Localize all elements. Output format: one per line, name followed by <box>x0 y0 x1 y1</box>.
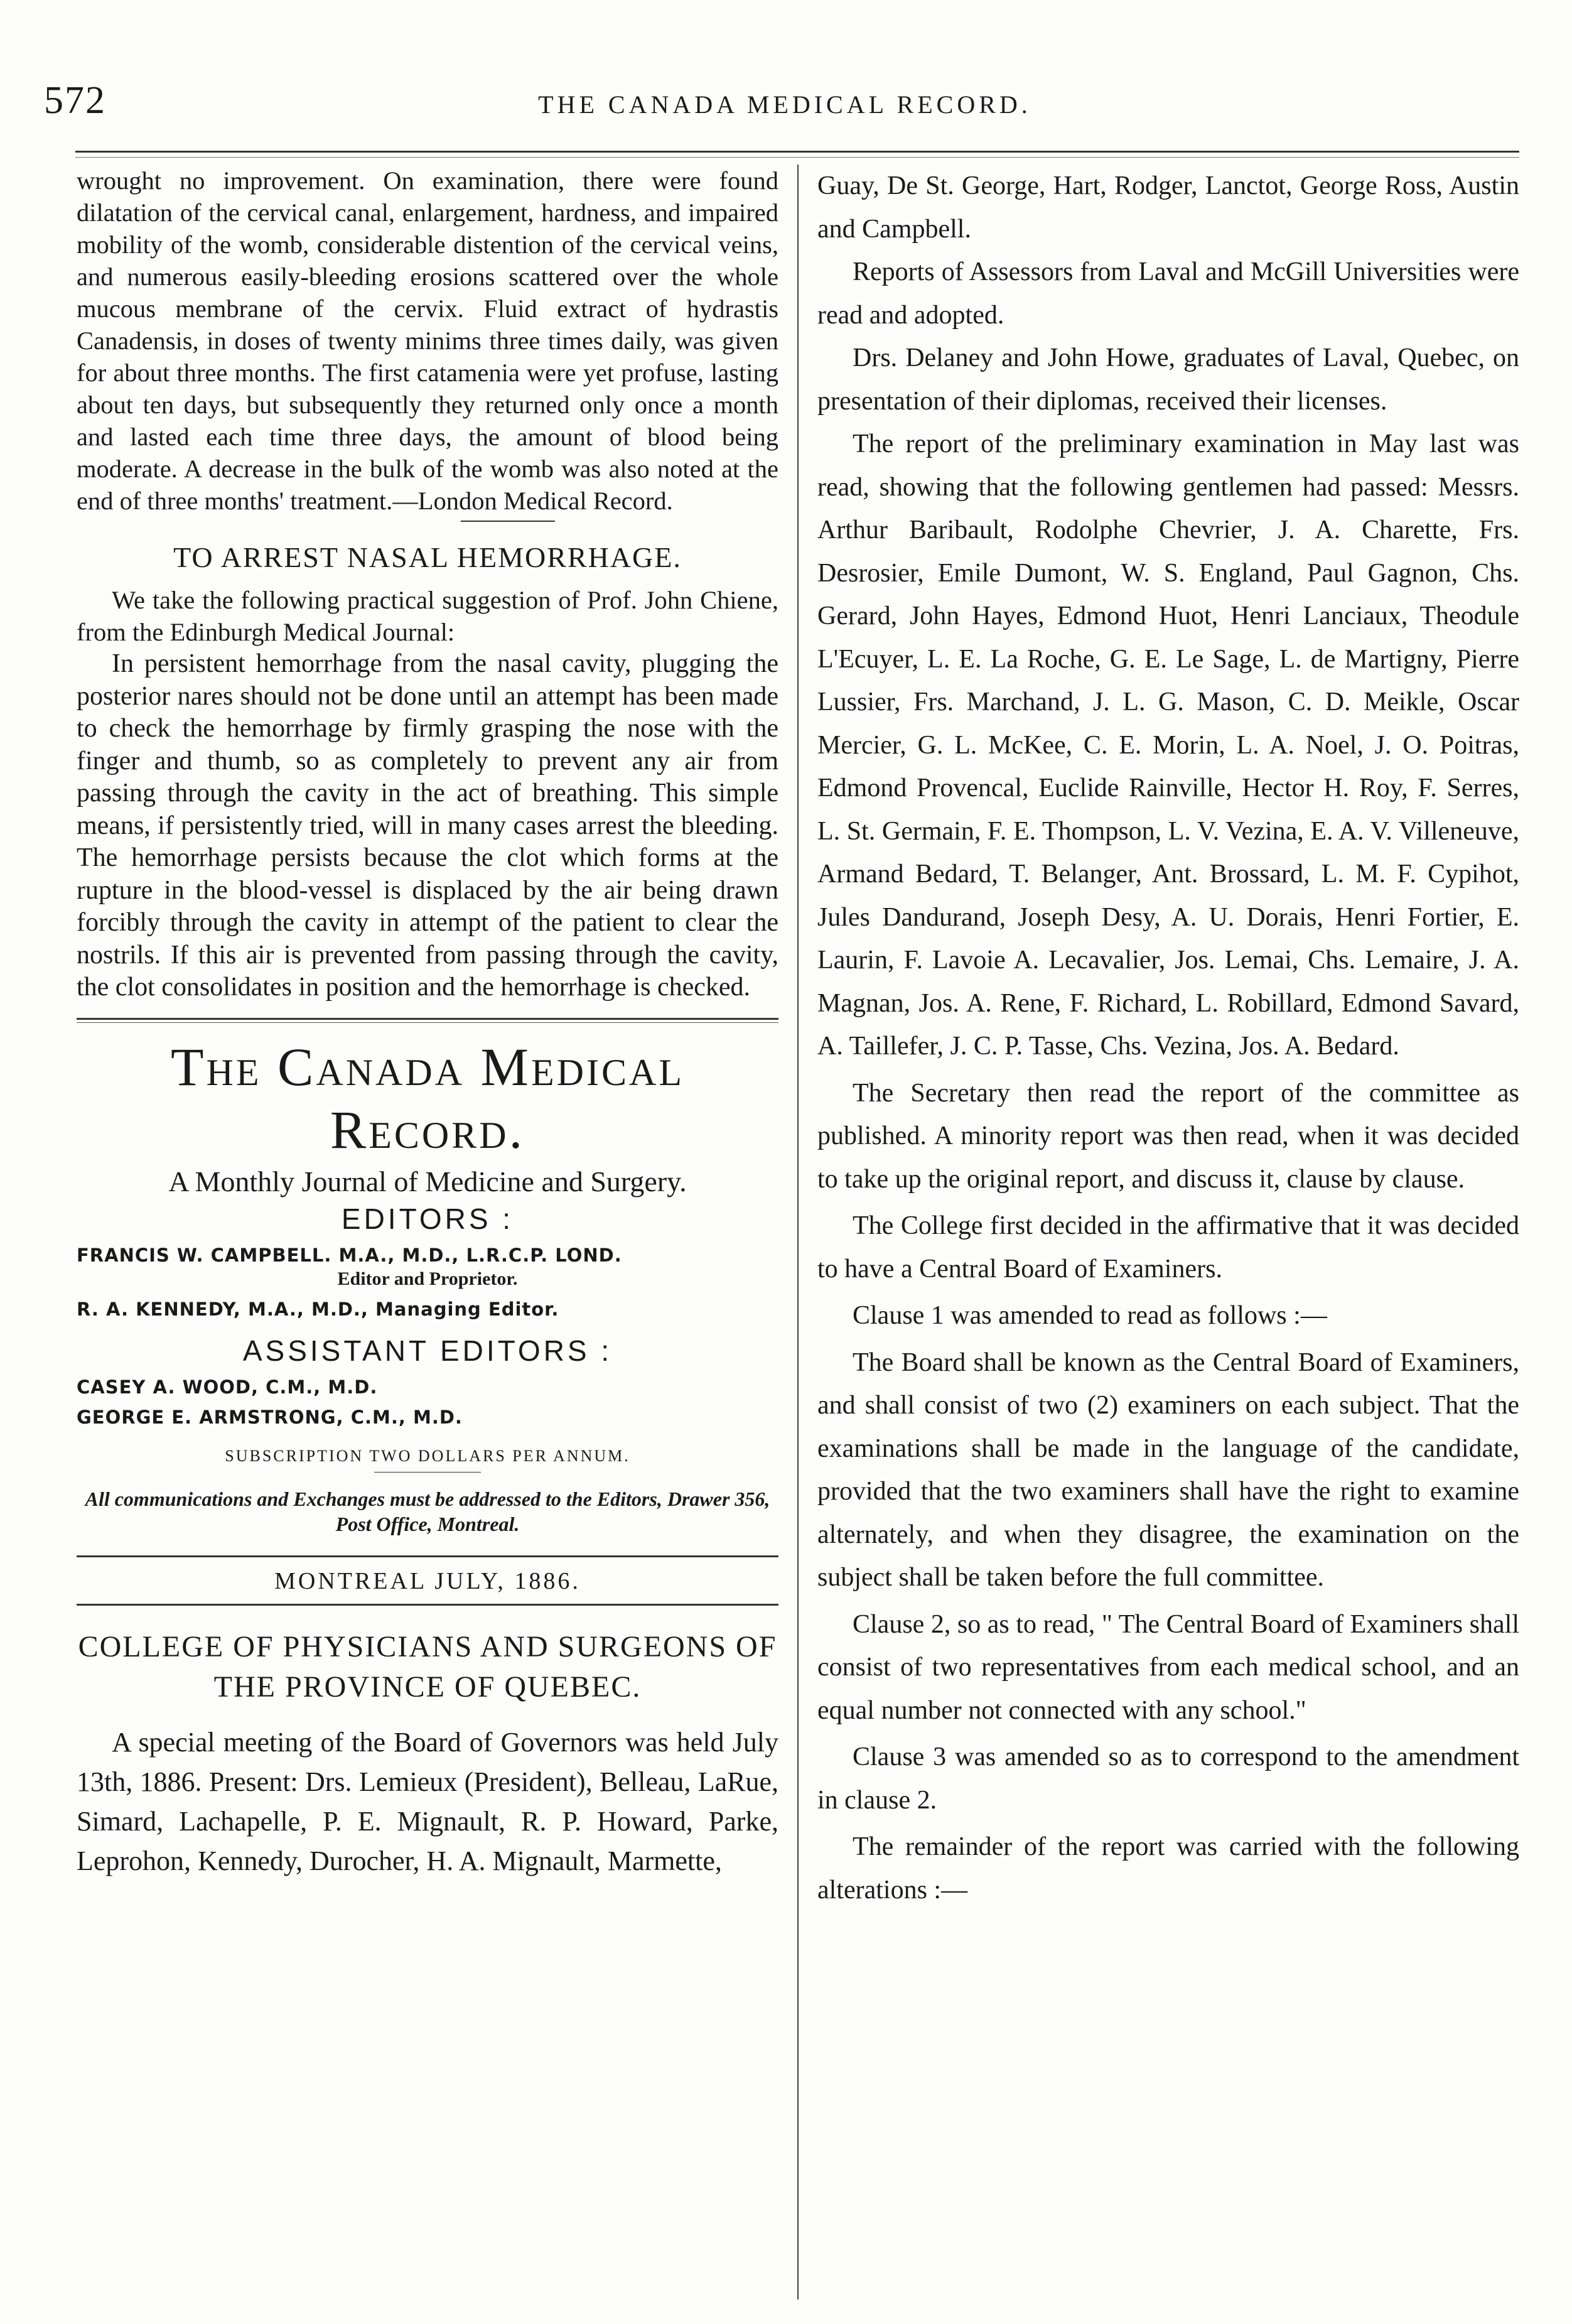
clause3-paragraph: Clause 3 was amended so as to correspond to the amendment in clause 2. <box>817 1743 1519 1815</box>
editors-label: EDITORS : <box>341 1202 514 1235</box>
hydrastis-paragraph: wrought no improvement. On examination, there were found dilatation of the cervical canal, enlargement, hardness, and impaired mobility of the womb, considerable distention of the cervical veins, and numerous easily-bleeding erosions scattered over the whole mucous membrane of the cervix. Fluid extract of hydrastis Canadensis, in doses of twenty minims three times daily, was given for about three months. The first catamenia were yet profuse, lasting about ten days, but subsequently they returned only once a month and lasted each time three days, the amount of blood being moderate. A decrease in the bulk of the womb was also noted at the end of three months' treatment.—London Medical Record. <box>77 166 778 515</box>
masthead-rule-top-thin <box>77 1022 778 1023</box>
college-decision-paragraph: The College first decided in the affirmative that it was decided to have a Central Board of Examiners. <box>817 1211 1519 1284</box>
left-column <box>77 165 778 2312</box>
dateline: MONTREAL JULY, 1886. <box>274 1567 581 1594</box>
subscription-line: SUBSCRIPTION TWO DOLLARS PER ANNUM. <box>225 1446 630 1465</box>
preliminary-exam-paragraph: The report of the preliminary examination in May last was read, showing that the following gentlemen had passed: Messrs. Arthur Baribault, Rodolphe Chevrier, J. A. Charette, Frs. Desrosier, Emile Dumont, W. S. England, Paul Gagnon, Chs. Gerard, John Hayes, Edmond Huot, Henri Lanciaux, Theodule L'Ecuyer, L. E. La Roche, G. E. Le Sage, L. de Martigny, Pierre Lussier, Frs. Marchand, J. L. G. Mason, C. D. Meikle, Oscar Mercier, G. L. McKee, C. E. Morin, L. A. Noel, J. O. Poitras, Edmond Provencal, Euclide Rainville, Hector H. Roy, F. Serres, L. St. Germain, F. E. Thompson, L. V. Vezina, E. A. V. Villeneuve, Armand Bedard, T. Belanger, Ant. Brossard, L. M. F. Cypihot, Jules Dandurand, Joseph Desy, A. U. Dorais, Henri Fortier, E. Laurin, F. Lavoie A. Lecavalier, Jos. Lemai, Chs. Lemaire, J. A. Magnan, Jos. A. Rene, F. Richard, L. Robillard, Edmond Savard, A. Taillefer, J. C. P. Tasse, Chs. Vezina, Jos. A. Bedard. <box>817 430 1519 1061</box>
editor-name-kennedy: R. A. KENNEDY, M.A., M.D., Managing Editor. <box>77 1298 559 1320</box>
subscription-rule <box>374 1472 481 1473</box>
header-rule <box>75 151 1519 153</box>
assessors-paragraph: Reports of Assessors from Laval and McGill Universities were read and adopted. <box>817 257 1519 330</box>
assistant-editor-wood: CASEY A. WOOD, C.M., M.D. <box>77 1376 378 1398</box>
clause1-paragraph: Clause 1 was amended to read as follows :— <box>853 1301 1327 1330</box>
assistant-editors-label: ASSISTANT EDITORS : <box>242 1334 613 1367</box>
editor-name-campbell: FRANCIS W. CAMPBELL. M.A., M.D., L.R.C.P. LOND. <box>77 1244 622 1266</box>
page-header <box>44 78 1526 129</box>
masthead-title: The Canada Medical Record. <box>171 1036 684 1160</box>
journal-masthead <box>77 1035 778 1537</box>
masthead-rule-top <box>77 1018 778 1020</box>
assistant-editor-armstrong: GEORGE E. ARMSTRONG, C.M., M.D. <box>77 1406 463 1428</box>
masthead-subtitle: A Monthly Journal of Medicine and Surgery. <box>168 1165 687 1197</box>
running-title: THE CANADA MEDICAL RECORD. <box>538 90 1031 119</box>
header-rule-thin <box>75 157 1519 158</box>
nasal-intro-paragraph: We take the following practical suggestion of Prof. John Chiene, from the Edinburgh Medical Journal: <box>77 586 778 646</box>
secretary-paragraph: The Secretary then read the report of the committee as published. A minority report was then read, when it was decided to take up the original report, and discuss it, clause by clause. <box>817 1078 1519 1194</box>
right-column <box>817 165 1519 2312</box>
college-heading: COLLEGE OF PHYSICIANS AND SURGEONS OF THE PROVINCE OF QUEBEC. <box>78 1630 777 1704</box>
column-divider <box>797 165 799 2300</box>
page-number: 572 <box>44 79 106 122</box>
correspondence-notice: All communications and Exchanges must be addressed to the Editors, Drawer 356, Post Office, Montreal. <box>85 1487 770 1535</box>
nasal-hemorrhage-heading: TO ARREST NASAL HEMORRHAGE. <box>173 541 682 573</box>
nasal-quote-paragraph: In persistent hemorrhage from the nasal cavity, plugging the posterior nares should not be done until an attempt has been made to check the hemorrhage by firmly grasping the nose with the finger and thumb, so as completely to prevent any air from passing through the cavity in the act of breathing. This simple means, if persistently tried, will in many cases arrest the bleeding. The hemorrhage persists because the clot which forms at the rupture in the blood-vessel is displaced by the air being drawn forcibly through the cavity in attempt of the patient to clear the nostrils. If this air is prevented from passing through the cavity, the clot consolidates in position and the hemorrhage is checked. <box>77 649 778 1002</box>
section-divider <box>461 521 555 522</box>
clause2-paragraph: Clause 2, so as to read, " The Central Board of Examiners shall consist of two representatives from each medical school, and an equal number not connected with any school." <box>817 1609 1519 1725</box>
names-continued-paragraph: Guay, De St. George, Hart, Rodger, Lanctot, George Ross, Austin and Campbell. <box>817 171 1519 244</box>
remainder-paragraph: The remainder of the report was carried with the following alterations :— <box>817 1832 1519 1905</box>
dateline-rule-bottom <box>77 1604 778 1606</box>
dateline-rule-top <box>77 1555 778 1557</box>
editor-role-campbell: Editor and Proprietor. <box>337 1268 518 1289</box>
special-meeting-paragraph: A special meeting of the Board of Governors was held July 13th, 1886. Present: Drs. Lemieux (President), Belleau, LaRue, Simard, Lachapelle, P. E. Mignault, R. P. Howard, Parke, Leprohon, Kennedy, Durocher, H. A. Mignault, Marmette, <box>77 1726 778 1876</box>
delaney-paragraph: Drs. Delaney and John Howe, graduates of Laval, Quebec, on presentation of their diplomas, received their licenses. <box>817 343 1519 416</box>
board-definition-paragraph: The Board shall be known as the Central Board of Examiners, and shall consist of two (2) examiners on each subject. That the examinations shall be made in the language of the candidate, provided that the two examiners shall have the right to examine alternately, and when they disagree, the examination on the subject shall be taken before the full committee. <box>817 1348 1519 1592</box>
